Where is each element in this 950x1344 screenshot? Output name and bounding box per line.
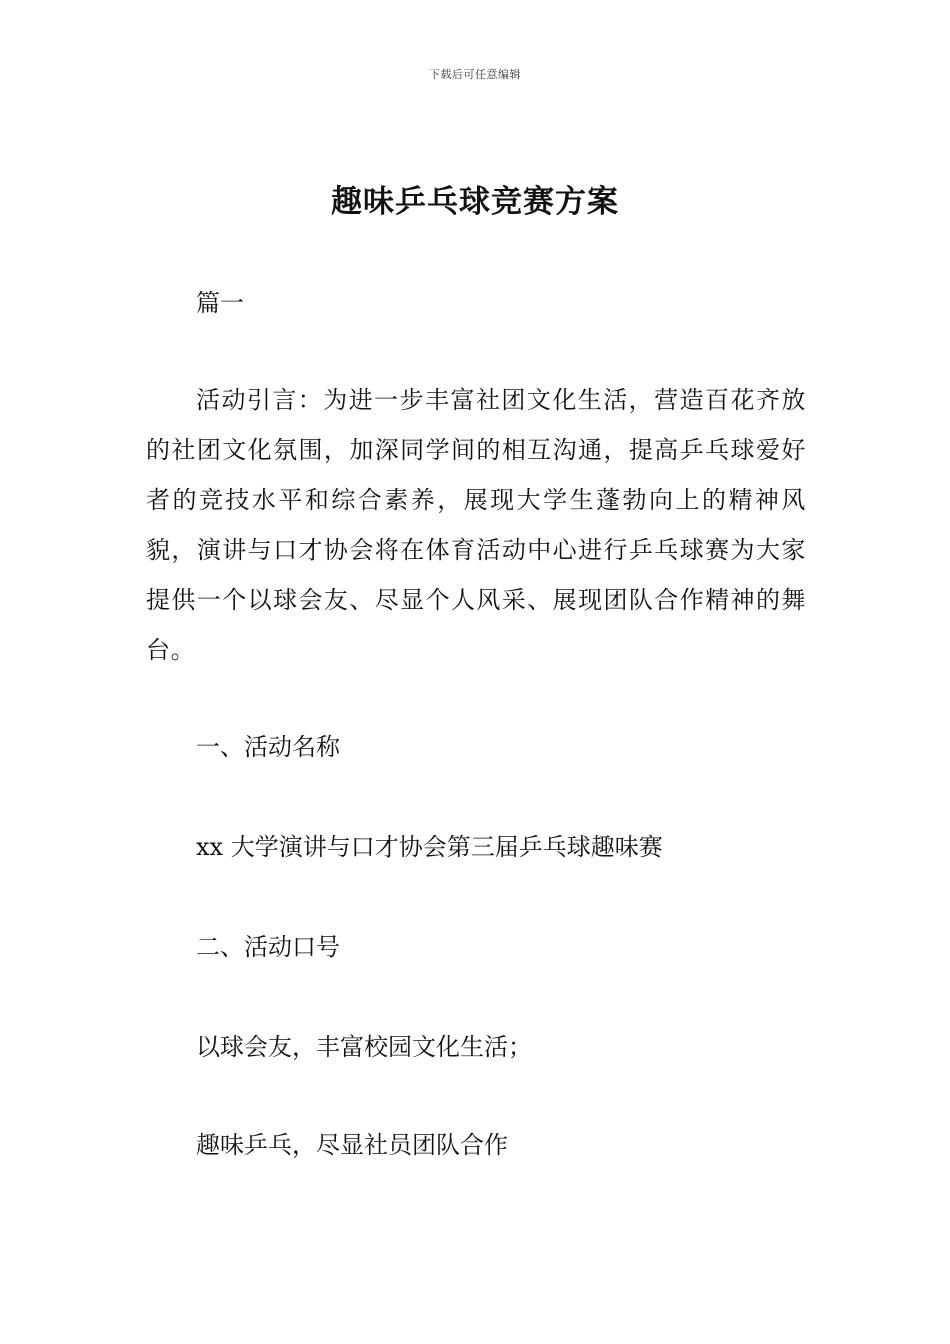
section-label: 篇一 [196,289,244,317]
heading-activity-name: 一、活动名称 [196,733,340,761]
activity-name-text: xx 大学演讲与口才协会第三届乒乓球趣味赛 [196,833,663,861]
heading-activity-slogan: 二、活动口号 [196,933,340,961]
page-header-note: 下载后可任意编辑 [429,68,521,81]
slogan-line-1: 以球会友，丰富校园文化生活； [196,1033,532,1061]
slogan-line-2: 趣味乒乓，尽显社员团队合作 [196,1131,508,1159]
intro-paragraph: 活动引言：为进一步丰富社团文化生活，营造百花齐放的社团文化氛围，加深同学间的相互沟通，提高乒乓球爱好者的竞技水平和综合素养，展现大学生蓬勃向上的精神风貌，演讲与口才协会将在体育活动中心进行乒乓球赛为大家提供一个以球会友、尽显个人风采、展现团队合作精神的舞台。 [146,386,806,664]
document-title: 趣味乒乓球竞赛方案 [331,184,619,220]
